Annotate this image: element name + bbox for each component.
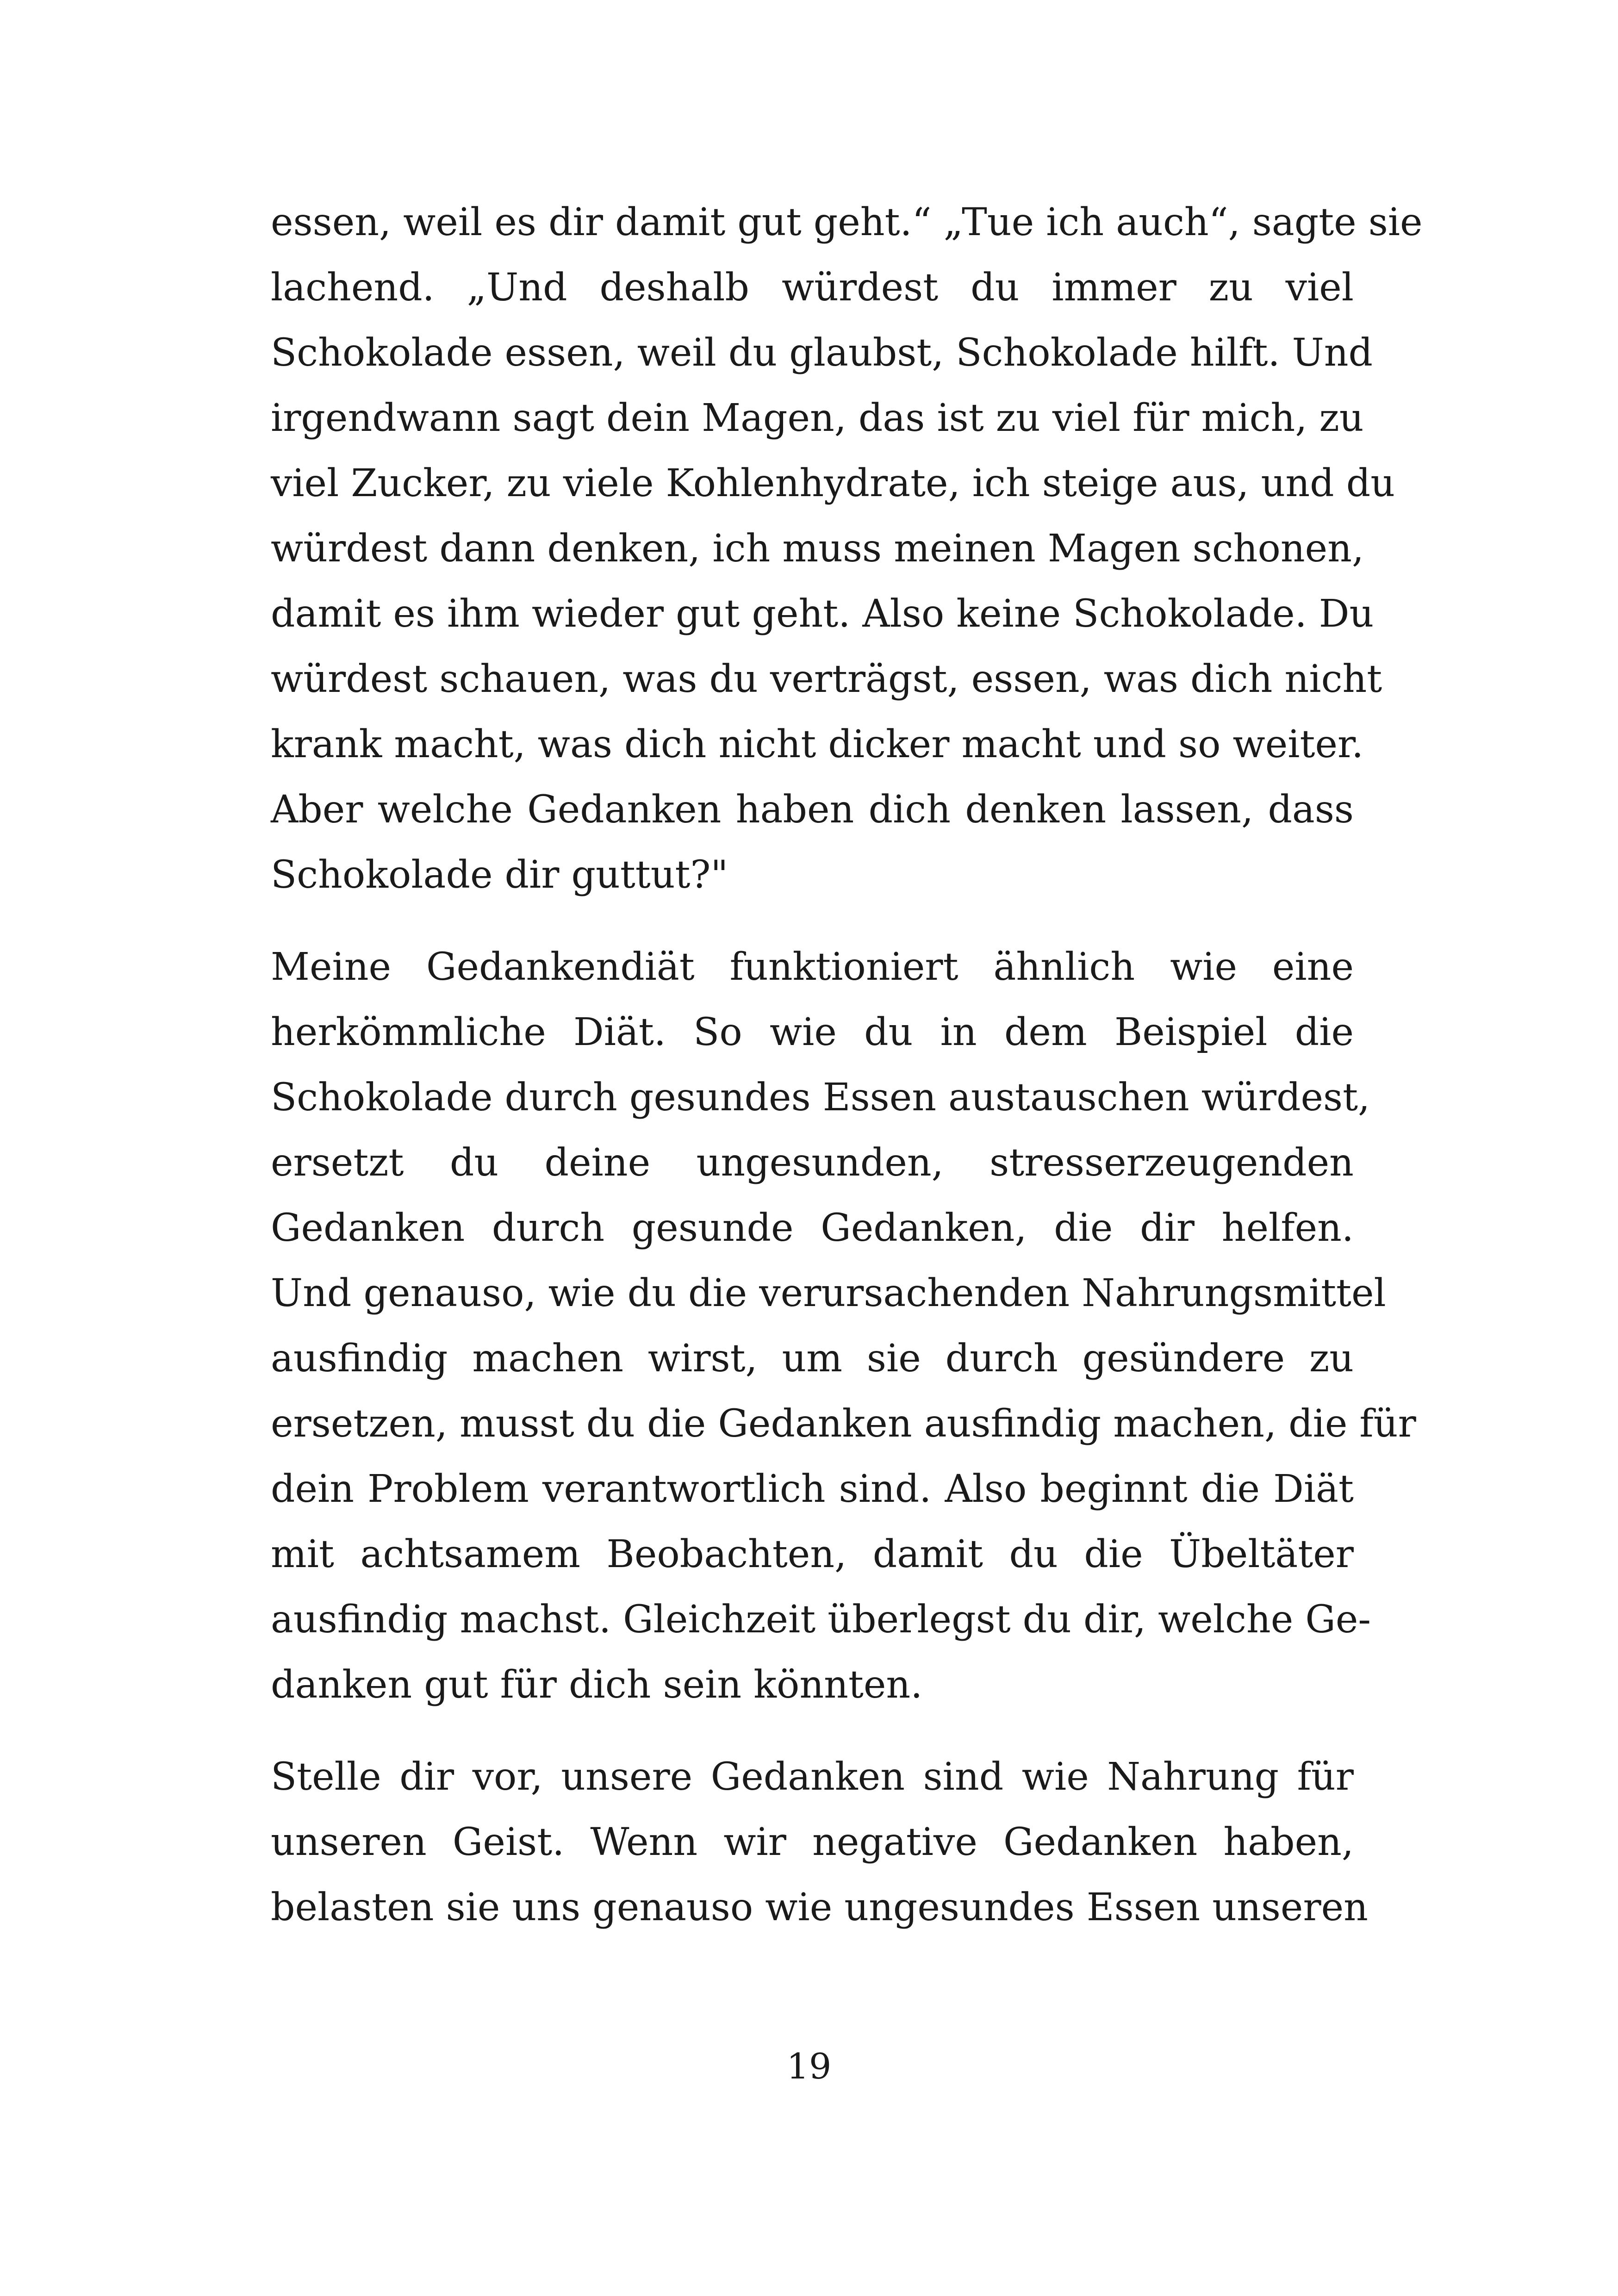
text-line: Schokolade essen, weil du glaubst, Schokolade hilft. Und (271, 331, 1373, 375)
text-line: Meine Gedankendiät funktioniert ähnlich wie eine (271, 945, 1354, 989)
text-line: danken gut für dich sein könnten. (271, 1663, 923, 1707)
text-line: herkömmliche Diät. So wie du in dem Beispiel die (271, 1010, 1354, 1054)
text-line: ersetzt du deine ungesunden, stresserzeugenden (271, 1141, 1354, 1185)
page-number: 19 (786, 2046, 832, 2087)
text-line: viel Zucker, zu viele Kohlenhydrate, ich steige aus, und du (271, 461, 1395, 505)
text-line: ersetzen, musst du die Gedanken ausfindig machen, die für (271, 1402, 1416, 1446)
text-line: lachend. „Und deshalb würdest du immer zu viel (271, 266, 1354, 310)
text-line: dein Problem verantwortlich sind. Also beginnt die Diät (271, 1467, 1354, 1511)
text-line: Und genauso, wie du die verursachenden Nahrungsmittel (271, 1271, 1386, 1315)
text-line: Stelle dir vor, unsere Gedanken sind wie Nahrung für (271, 1755, 1354, 1799)
text-line: ausfindig machst. Gleichzeit überlegst du dir, welche Ge- (271, 1598, 1371, 1642)
text-line: Gedanken durch gesunde Gedanken, die dir helfen. (271, 1206, 1354, 1250)
text-line: Schokolade dir guttut?" (271, 853, 728, 897)
text-line: Aber welche Gedanken haben dich denken lassen, dass (271, 788, 1354, 832)
text-line: würdest dann denken, ich muss meinen Magen schonen, (271, 527, 1364, 571)
text-line: damit es ihm wieder gut geht. Also keine Schokolade. Du (271, 592, 1374, 636)
text-line: essen, weil es dir damit gut geht.“ „Tue ich auch“, sagte sie (271, 200, 1423, 244)
body-text (271, 190, 1423, 1940)
paragraph-2 (271, 934, 1416, 1717)
text-line: unseren Geist. Wenn wir negative Gedanken haben, (271, 1820, 1354, 1864)
text-line: mit achtsamem Beobachten, damit du die Übeltäter (271, 1532, 1354, 1576)
text-line: krank macht, was dich nicht dicker macht und so weiter. (271, 722, 1364, 766)
text-line: würdest schauen, was du verträgst, essen, was dich nicht (271, 657, 1382, 701)
text-line: irgendwann sagt dein Magen, das ist zu viel für mich, zu (271, 396, 1364, 440)
paragraph-3 (271, 1744, 1368, 1940)
paragraph-1 (271, 190, 1423, 908)
text-line: belasten sie uns genauso wie ungesundes Essen unseren (271, 1885, 1368, 1929)
text-line: Schokolade durch gesundes Essen austauschen würdest, (271, 1076, 1370, 1120)
text-line: ausfindig machen wirst, um sie durch gesündere zu (271, 1337, 1354, 1381)
